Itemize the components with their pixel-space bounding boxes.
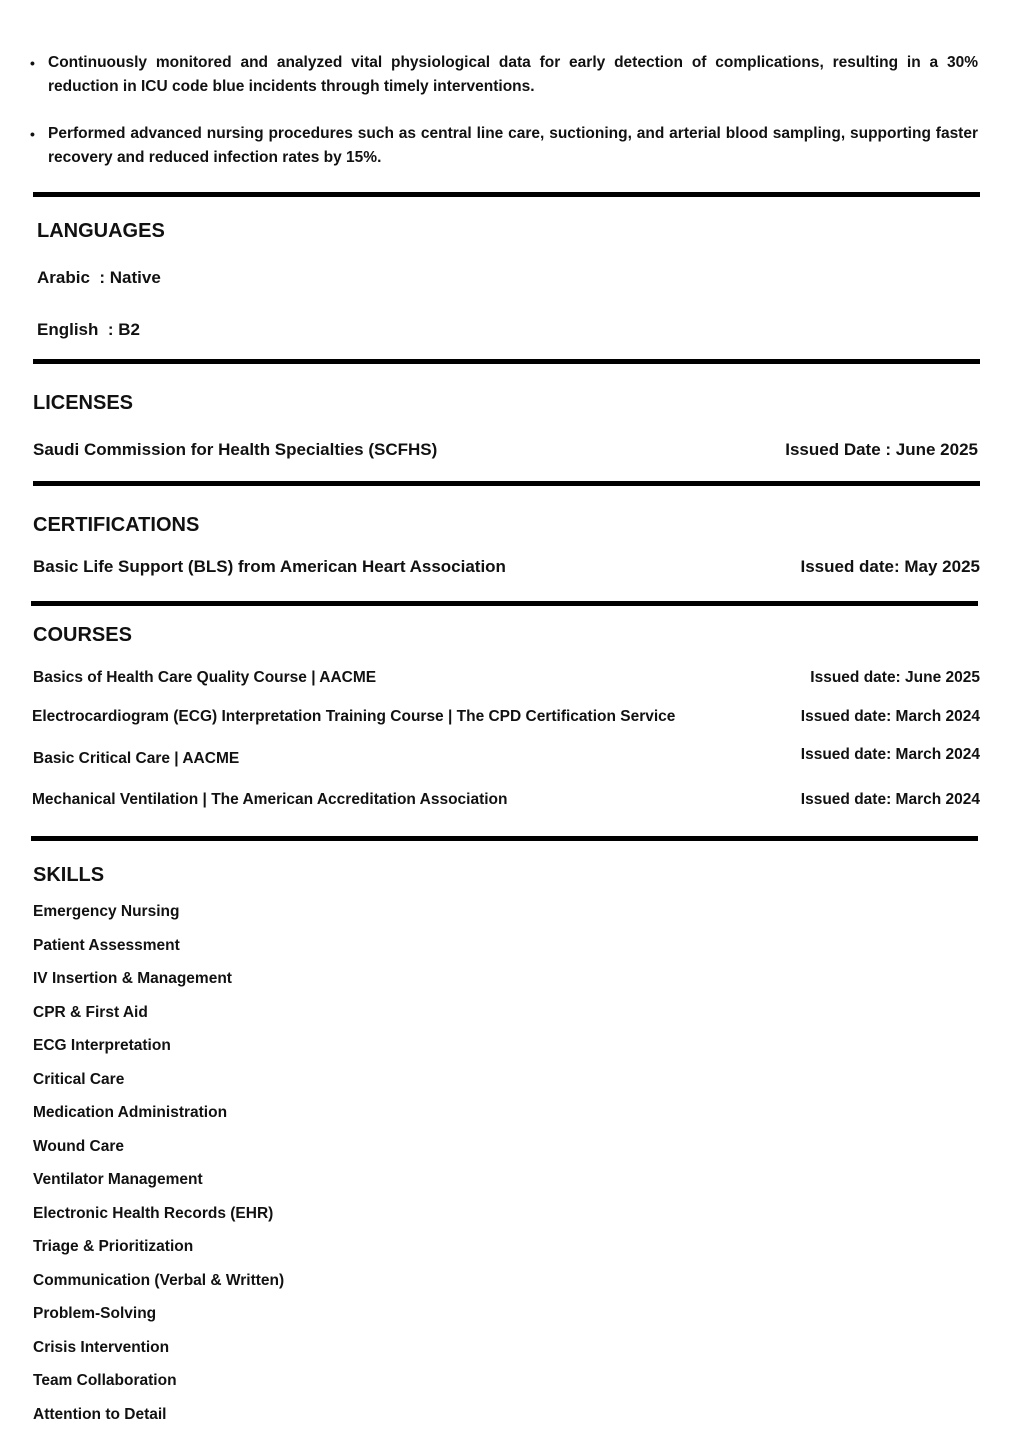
course-item <box>32 790 980 810</box>
skill-item: Triage & Prioritization <box>33 1238 194 1255</box>
bullet-text: Continuously monitored and analyzed vital physiological data for early detection of complications, resulting in a 30% reduction in ICU code blue incidents through timely interventions. <box>48 54 978 95</box>
license-item <box>33 439 978 461</box>
skill-item: Crisis Intervention <box>33 1338 170 1356</box>
certifications-heading: CERTIFICATIONS <box>33 514 200 536</box>
skill-item: Problem-Solving <box>33 1305 157 1322</box>
course-date: Issued date: March 2024 <box>800 791 980 808</box>
courses-heading: COURSES <box>33 624 132 646</box>
language-item <box>37 319 140 341</box>
languages-heading: LANGUAGES <box>37 220 165 242</box>
language-level: : B2 <box>107 320 140 339</box>
licenses-heading: LICENSES <box>33 392 134 414</box>
skill-item: ECG Interpretation <box>33 1037 171 1054</box>
skill-item: Medication Administration <box>33 1104 228 1121</box>
course-name: Electrocardiogram (ECG) Interpretation Training Course | The CPD Certification Service <box>32 708 676 725</box>
course-date: Issued date: March 2024 <box>800 708 980 725</box>
section-divider <box>33 359 980 364</box>
skill-item: Wound Care <box>33 1137 124 1155</box>
course-name: Basics of Health Care Quality Course | AACME <box>33 669 377 686</box>
language-name: English <box>37 320 99 339</box>
skill-item: Attention to Detail <box>33 1405 167 1423</box>
language-name: Arabic <box>37 268 90 287</box>
skill-item: Electronic Health Records (EHR) <box>33 1204 274 1222</box>
certification-item <box>33 556 980 578</box>
course-name: Basic Critical Care | AACME <box>33 750 240 767</box>
course-item <box>33 747 980 769</box>
bullet-text: Performed advanced nursing procedures such as central line care, suctioning, and arterial blood sampling, supporting faster recovery and reduced infection rates by 15%. <box>48 125 978 166</box>
section-divider <box>33 481 980 486</box>
course-date: Issued date: March 2024 <box>800 746 980 763</box>
skill-item: Emergency Nursing <box>33 903 180 920</box>
license-date: Issued Date : June 2025 <box>785 440 978 459</box>
experience-bullet <box>30 122 978 170</box>
course-item <box>32 707 980 727</box>
certification-date: Issued date: May 2025 <box>800 557 980 576</box>
certification-name: Basic Life Support (BLS) from American Heart Association <box>33 557 506 576</box>
course-item <box>33 668 980 688</box>
course-name: Mechanical Ventilation | The American Accreditation Association <box>32 791 508 808</box>
license-name: Saudi Commission for Health Specialties (SCFHS) <box>33 440 438 459</box>
skill-item: Ventilator Management <box>33 1171 203 1188</box>
skill-item: Patient Assessment <box>33 936 180 954</box>
skills-list <box>33 900 284 1436</box>
skill-item: CPR & First Aid <box>33 1003 148 1021</box>
language-level: : Native <box>99 268 161 287</box>
section-divider <box>31 601 978 606</box>
course-date: Issued date: June 2025 <box>810 669 980 686</box>
skills-heading: SKILLS <box>33 864 105 886</box>
skill-item: Team Collaboration <box>33 1372 177 1389</box>
skill-item: Critical Care <box>33 1070 125 1088</box>
skill-item: Communication (Verbal & Written) <box>33 1271 285 1289</box>
bullet-icon: • <box>30 55 35 71</box>
bullet-icon: • <box>30 126 35 142</box>
section-divider <box>31 836 978 841</box>
language-item <box>37 267 161 289</box>
skill-item: IV Insertion & Management <box>33 970 232 987</box>
section-divider <box>33 192 980 197</box>
experience-bullet <box>30 51 978 99</box>
